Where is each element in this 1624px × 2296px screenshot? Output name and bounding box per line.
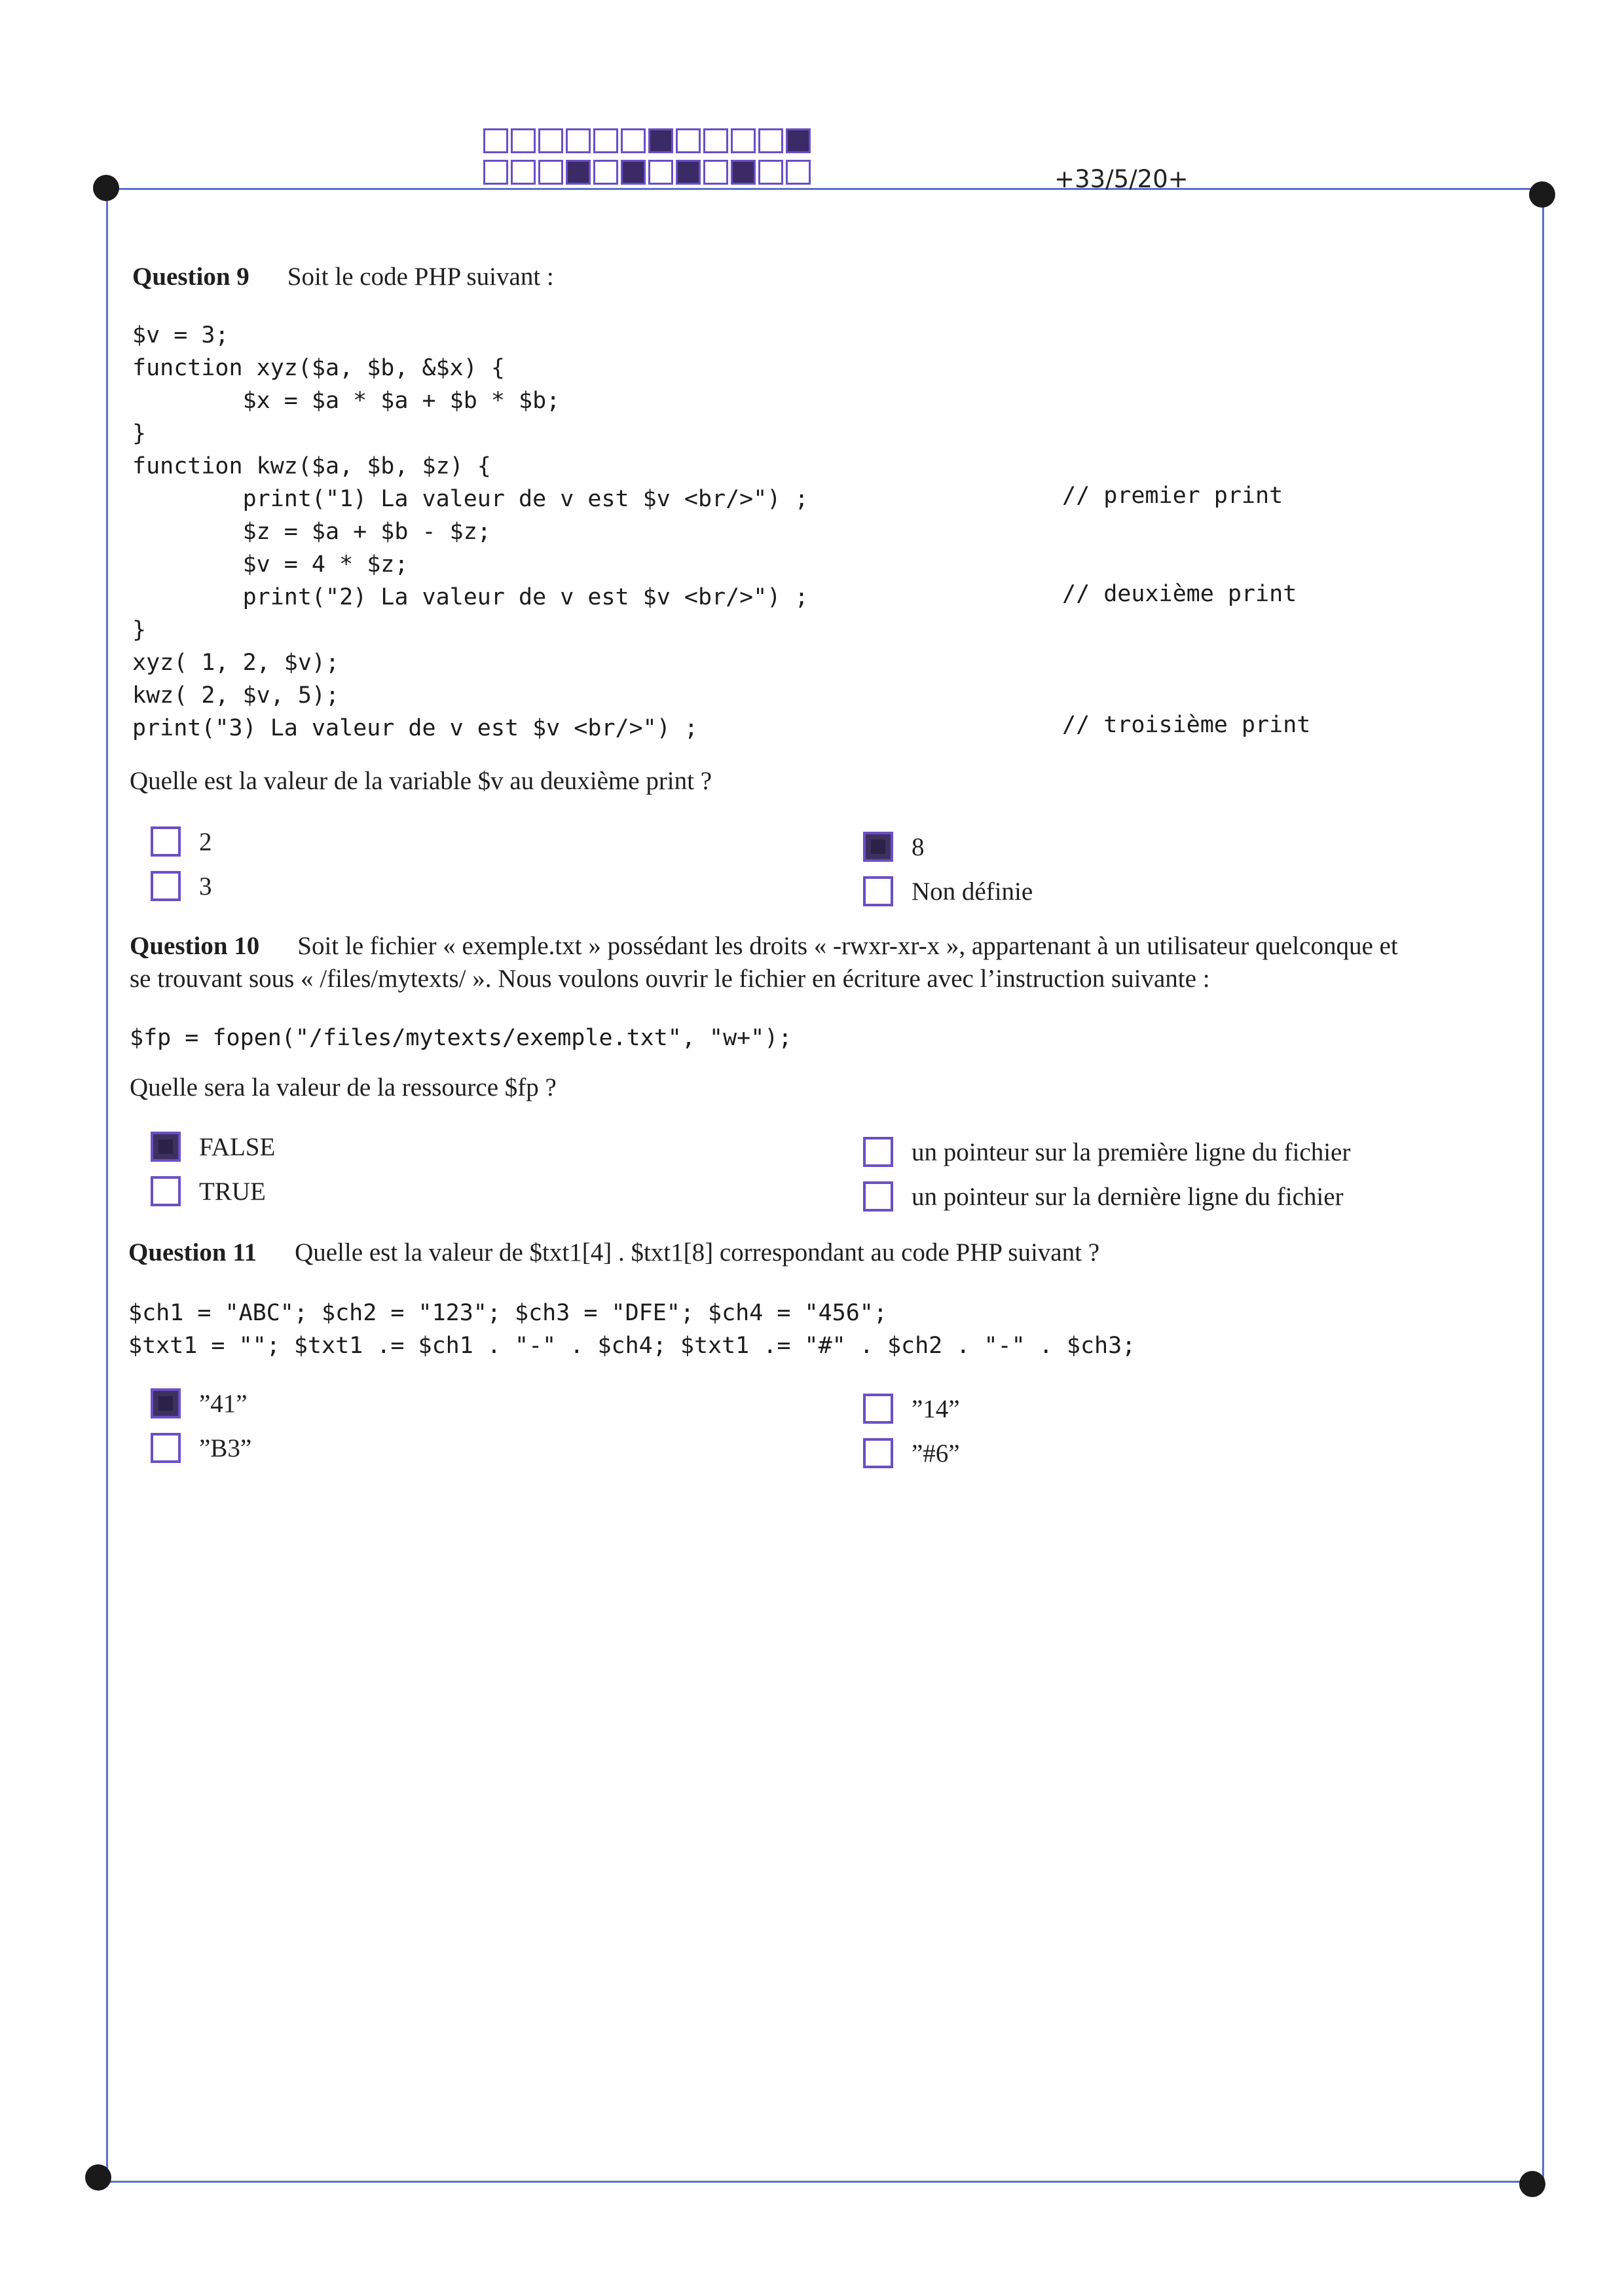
question-9-label: Question 9	[132, 263, 249, 291]
q9-answer-8[interactable]	[863, 832, 925, 862]
answer-label: 2	[199, 827, 212, 856]
frame-right-line	[1542, 193, 1544, 2184]
id-grid-cell	[511, 160, 536, 185]
question-10-prompt: Quelle sera la valeur de la ressource $fp ?	[130, 1073, 557, 1102]
question-10-code: $fp = fopen("/files/mytexts/exemple.txt", "w+");	[130, 1025, 792, 1051]
answer-label: ”41”	[199, 1389, 248, 1418]
checkbox[interactable]	[151, 826, 181, 857]
id-grid-cell	[538, 160, 563, 185]
copy-id-grid-row-1	[483, 128, 813, 153]
checkbox[interactable]	[863, 876, 893, 906]
checkbox[interactable]	[863, 1394, 893, 1424]
checkbox[interactable]	[151, 1176, 181, 1206]
id-grid-cell	[593, 160, 618, 185]
answer-label: ”B3”	[199, 1434, 252, 1462]
question-11-intro: Quelle est la valeur de $txt1[4] . $txt1[8] correspondant au code PHP suivant ?	[295, 1238, 1100, 1267]
id-grid-cell-filled	[731, 160, 756, 185]
id-grid-cell-filled	[786, 128, 811, 153]
code-line: kwz( 2, $v, 5);	[132, 682, 340, 709]
question-10-intro-2: se trouvant sous « /files/mytexts/ ». Nous voulons ouvrir le fichier en écriture avec l’instruction suivante :	[130, 965, 1210, 993]
question-9-code	[132, 319, 809, 745]
id-grid-cell-filled	[621, 160, 646, 185]
answer-label: 3	[199, 872, 212, 900]
question-9-prompt: Quelle est la valeur de la variable $v au deuxième print ?	[130, 767, 712, 795]
question-9-intro: Soit le code PHP suivant :	[287, 263, 554, 291]
code-line: $v = 3;	[132, 322, 229, 348]
q10-answer-true[interactable]	[151, 1176, 266, 1206]
id-grid-cell-filled	[648, 128, 673, 153]
checkbox-checked[interactable]	[151, 1132, 181, 1162]
code-line: print("3) La valeur de v est $v <br/>") ;	[132, 715, 698, 741]
answer-label: FALSE	[199, 1132, 276, 1161]
q9-answer-2[interactable]	[151, 826, 212, 857]
id-grid-cell	[676, 128, 701, 153]
code-line: }	[132, 617, 147, 643]
q9-answer-non-definie[interactable]	[863, 876, 1033, 906]
corner-marker-bottom-left	[85, 2164, 111, 2191]
code-line: $v = 4 * $z;	[132, 551, 409, 578]
comment-premier-print: // premier print	[1062, 483, 1283, 509]
answer-label: ”14”	[912, 1394, 960, 1423]
checkbox-checked[interactable]	[863, 832, 893, 862]
code-line: $txt1 = ""; $txt1 .= $ch1 . "-" . $ch4; $txt1 .= "#" . $ch2 . "-" . $ch3;	[128, 1333, 1136, 1359]
corner-marker-top-left	[93, 175, 119, 201]
question-10-label: Question 10	[130, 932, 260, 960]
q11-answer-hash6[interactable]	[863, 1438, 960, 1468]
id-grid-cell	[648, 160, 673, 185]
id-grid-cell	[593, 128, 618, 153]
comment-deuxieme-print: // deuxième print	[1062, 581, 1297, 607]
id-grid-cell	[703, 128, 728, 153]
answer-label: un pointeur sur la dernière ligne du fichier	[912, 1182, 1344, 1211]
checkbox-checked[interactable]	[151, 1388, 181, 1418]
question-11-label: Question 11	[128, 1238, 257, 1267]
checkbox[interactable]	[863, 1438, 893, 1468]
copy-id-grid-row-2	[483, 160, 813, 185]
checkbox[interactable]	[863, 1181, 893, 1212]
frame-bottom-line	[98, 2181, 1544, 2183]
corner-marker-bottom-right	[1519, 2171, 1545, 2197]
question-9-heading	[132, 262, 554, 291]
id-grid-cell	[483, 128, 508, 153]
frame-left-line	[106, 188, 108, 2185]
q10-answer-derniere-ligne[interactable]	[863, 1181, 1344, 1212]
answer-label: Non définie	[912, 877, 1033, 906]
q10-answer-false[interactable]	[151, 1132, 275, 1162]
id-grid-cell-filled	[676, 160, 701, 185]
code-line: $ch1 = "ABC"; $ch2 = "123"; $ch3 = "DFE"; $ch4 = "456";	[128, 1300, 887, 1326]
corner-marker-top-right	[1529, 181, 1555, 208]
id-grid-cell	[483, 160, 508, 185]
checkbox[interactable]	[151, 871, 181, 901]
code-line: print("2) La valeur de v est $v <br/>") ;	[132, 584, 809, 610]
frame-top-line	[106, 188, 1547, 190]
copy-id-label: +33/5/20+	[1054, 165, 1189, 193]
q11-answer-b3[interactable]	[151, 1433, 251, 1463]
question-10-intro-1: Soit le fichier « exemple.txt » possédant les droits « -rwxr-xr-x », appartenant à un utilisateur quelconque et	[297, 932, 1398, 960]
id-grid-cell-filled	[566, 160, 591, 185]
code-line: function xyz($a, $b, &$x) {	[132, 355, 505, 381]
q9-answer-3[interactable]	[151, 871, 212, 901]
code-line: $x = $a * $a + $b * $b;	[132, 388, 561, 414]
id-grid-cell	[786, 160, 811, 185]
checkbox[interactable]	[151, 1433, 181, 1463]
question-11-heading	[128, 1238, 1099, 1267]
code-line: $z = $a + $b - $z;	[132, 519, 491, 545]
checkbox[interactable]	[863, 1137, 893, 1167]
id-grid-cell	[758, 128, 783, 153]
q10-answer-premiere-ligne[interactable]	[863, 1137, 1350, 1167]
answer-label: TRUE	[199, 1177, 266, 1206]
code-line: xyz( 1, 2, $v);	[132, 650, 340, 676]
answer-label: un pointeur sur la première ligne du fichier	[912, 1138, 1351, 1166]
comment-troisieme-print: // troisième print	[1062, 712, 1311, 738]
code-line: function kwz($a, $b, $z) {	[132, 453, 491, 479]
answer-label: ”#6”	[912, 1439, 960, 1468]
id-grid-cell	[566, 128, 591, 153]
question-11-code	[128, 1297, 1135, 1362]
id-grid-cell	[511, 128, 536, 153]
q11-answer-14[interactable]	[863, 1394, 960, 1424]
code-line: }	[132, 420, 147, 447]
id-grid-cell	[703, 160, 728, 185]
question-10-heading	[130, 930, 1524, 995]
code-line: print("1) La valeur de v est $v <br/>") ;	[132, 486, 809, 512]
id-grid-cell	[758, 160, 783, 185]
answer-label: 8	[912, 832, 925, 861]
id-grid-cell	[731, 128, 756, 153]
id-grid-cell	[538, 128, 563, 153]
q11-answer-41[interactable]	[151, 1388, 248, 1418]
id-grid-cell	[621, 128, 646, 153]
